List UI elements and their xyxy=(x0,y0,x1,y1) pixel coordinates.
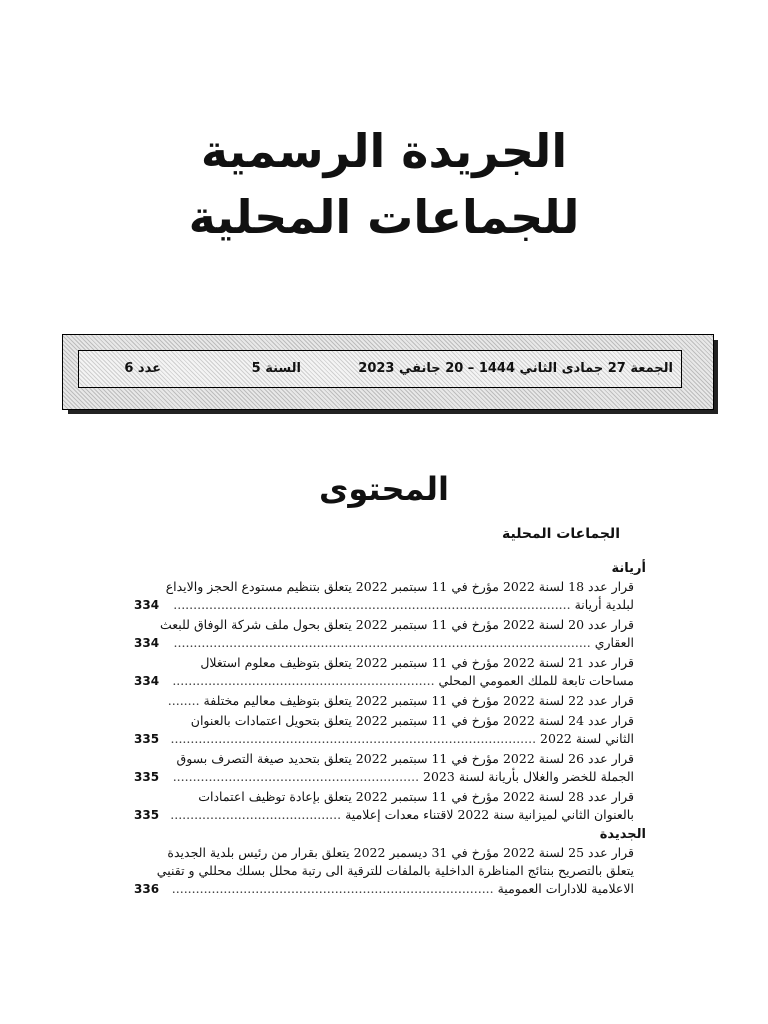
toc-entry-text: مساحات تابعة للملك العمومي المحلي xyxy=(438,673,634,688)
toc-entry-line xyxy=(134,788,634,806)
toc-page-number: 334 xyxy=(134,674,160,688)
toc-entry-text: يتعلق بالتصريح بنتائج المناظرة الداخلية بالملفات للترقية الى رتبة محلل بسلك محللي و تقنيي xyxy=(156,863,634,878)
toc-entry[interactable] xyxy=(134,578,634,614)
toc-entry-text: قرار عدد 20 لسنة 2022 مؤرخ في 11 سبتمبر 2022 يتعلق بحول ملف شركة الوفاق للبعث xyxy=(159,617,634,632)
toc-entry-line xyxy=(134,844,634,862)
toc-page-number: 335 xyxy=(134,732,160,746)
toc-page-number: 335 xyxy=(134,808,160,822)
toc-leader-dots: .............................................................. xyxy=(172,769,424,784)
issue-year: السنة 5 xyxy=(251,361,301,376)
issue-number: عدد 6 xyxy=(124,361,161,376)
toc-entry-line xyxy=(134,654,634,672)
toc-entry-line xyxy=(134,750,634,768)
toc-entry[interactable] xyxy=(134,654,634,690)
masthead-title-line-2: للجماعات المحلية xyxy=(188,190,580,244)
toc-entry-text: لبلدية أريانة xyxy=(574,597,634,612)
toc-entry-text: الاعلامية للادارات العمومية xyxy=(497,881,634,896)
issue-banner-info xyxy=(78,350,682,388)
toc-entry-line xyxy=(134,712,634,730)
toc-leader-dots: ................................................................................. xyxy=(171,881,498,896)
toc-entry-line xyxy=(134,806,634,824)
masthead-title-line-1: الجريدة الرسمية xyxy=(200,124,568,178)
toc-leader-dots: ............................................................................................ xyxy=(170,731,541,746)
toc-entry-line xyxy=(134,768,634,786)
toc-entry-text: قرار عدد 25 لسنة 2022 مؤرخ في 31 ديسمبر 2022 يتعلق بقرار من رئيس بلدية الجديدة xyxy=(167,845,634,860)
toc-entry-text: قرار عدد 21 لسنة 2022 مؤرخ في 11 سبتمبر 2022 يتعلق بتوظيف معلوم استغلال xyxy=(200,655,634,670)
toc-entry-line xyxy=(134,596,634,614)
toc-leader-dots: .................................................................................................... xyxy=(173,597,575,612)
toc-page-number: 335 xyxy=(134,770,160,784)
toc-city-heading: أريانة xyxy=(611,561,646,576)
toc-entry-line xyxy=(134,692,634,710)
toc-entry-text: قرار عدد 24 لسنة 2022 مؤرخ في 11 سبتمبر 2022 يتعلق بتحويل اعتمادات بالعنوان xyxy=(190,713,634,728)
toc-entry-text: قرار عدد 18 لسنة 2022 مؤرخ في 11 سبتمبر 2022 يتعلق بتنظيم مستودع الحجز والايداع xyxy=(165,579,634,594)
toc-entry-line xyxy=(134,672,634,690)
toc-leader-dots: ......................................................................................................... xyxy=(173,635,595,650)
toc-entry-text: قرار عدد 28 لسنة 2022 مؤرخ في 11 سبتمبر 2022 يتعلق بإعادة توظيف اعتمادات xyxy=(198,789,634,804)
toc-entry-line xyxy=(134,862,634,880)
contents-title: المحتوى xyxy=(319,470,449,508)
toc-entry-text: قرار عدد 26 لسنة 2022 مؤرخ في 11 سبتمبر 2022 يتعلق بتحديد صيغة التصرف بسوق xyxy=(176,751,634,766)
table-of-contents xyxy=(134,560,646,900)
toc-entry[interactable] xyxy=(134,788,634,824)
toc-entry-text: الجملة للخضر والغلال بأريانة لسنة 2023 xyxy=(423,769,634,784)
toc-entry[interactable] xyxy=(134,712,634,748)
toc-entry-text: بالعنوان الثاني لميزانية سنة 2022 لاقتناء معدات إعلامية xyxy=(345,807,634,822)
toc-entry-text: العقاري xyxy=(594,635,634,650)
toc-entry-line xyxy=(134,634,634,652)
toc-page-number: 336 xyxy=(134,882,160,896)
toc-page-number: 334 xyxy=(134,636,160,650)
toc-leader-dots: .................................................................. xyxy=(172,673,439,688)
toc-entry-line xyxy=(134,616,634,634)
toc-entry-line xyxy=(134,578,634,596)
toc-entry-text: الثاني لسنة 2022 xyxy=(540,731,634,746)
toc-page-number: 334 xyxy=(134,598,160,612)
toc-entry-line xyxy=(134,880,634,898)
issue-date: الجمعة 27 جمادى الثاني 1444 – 20 جانفي 2023 xyxy=(358,361,673,376)
toc-entry[interactable] xyxy=(134,692,634,710)
toc-leader-dots: ........ xyxy=(167,693,204,708)
section-title: الجماعات المحلية xyxy=(501,526,620,542)
toc-leader-dots: ........................................... xyxy=(170,807,346,822)
toc-entry-line xyxy=(134,730,634,748)
toc-entry[interactable] xyxy=(134,750,634,786)
masthead xyxy=(0,118,768,250)
toc-entry[interactable] xyxy=(134,844,634,898)
toc-entry[interactable] xyxy=(134,616,634,652)
toc-city-heading: الجديدة xyxy=(599,827,646,842)
toc-entry-text: قرار عدد 22 لسنة 2022 مؤرخ في 11 سبتمبر 2022 يتعلق بتوظيف معاليم مختلفة xyxy=(203,693,634,708)
